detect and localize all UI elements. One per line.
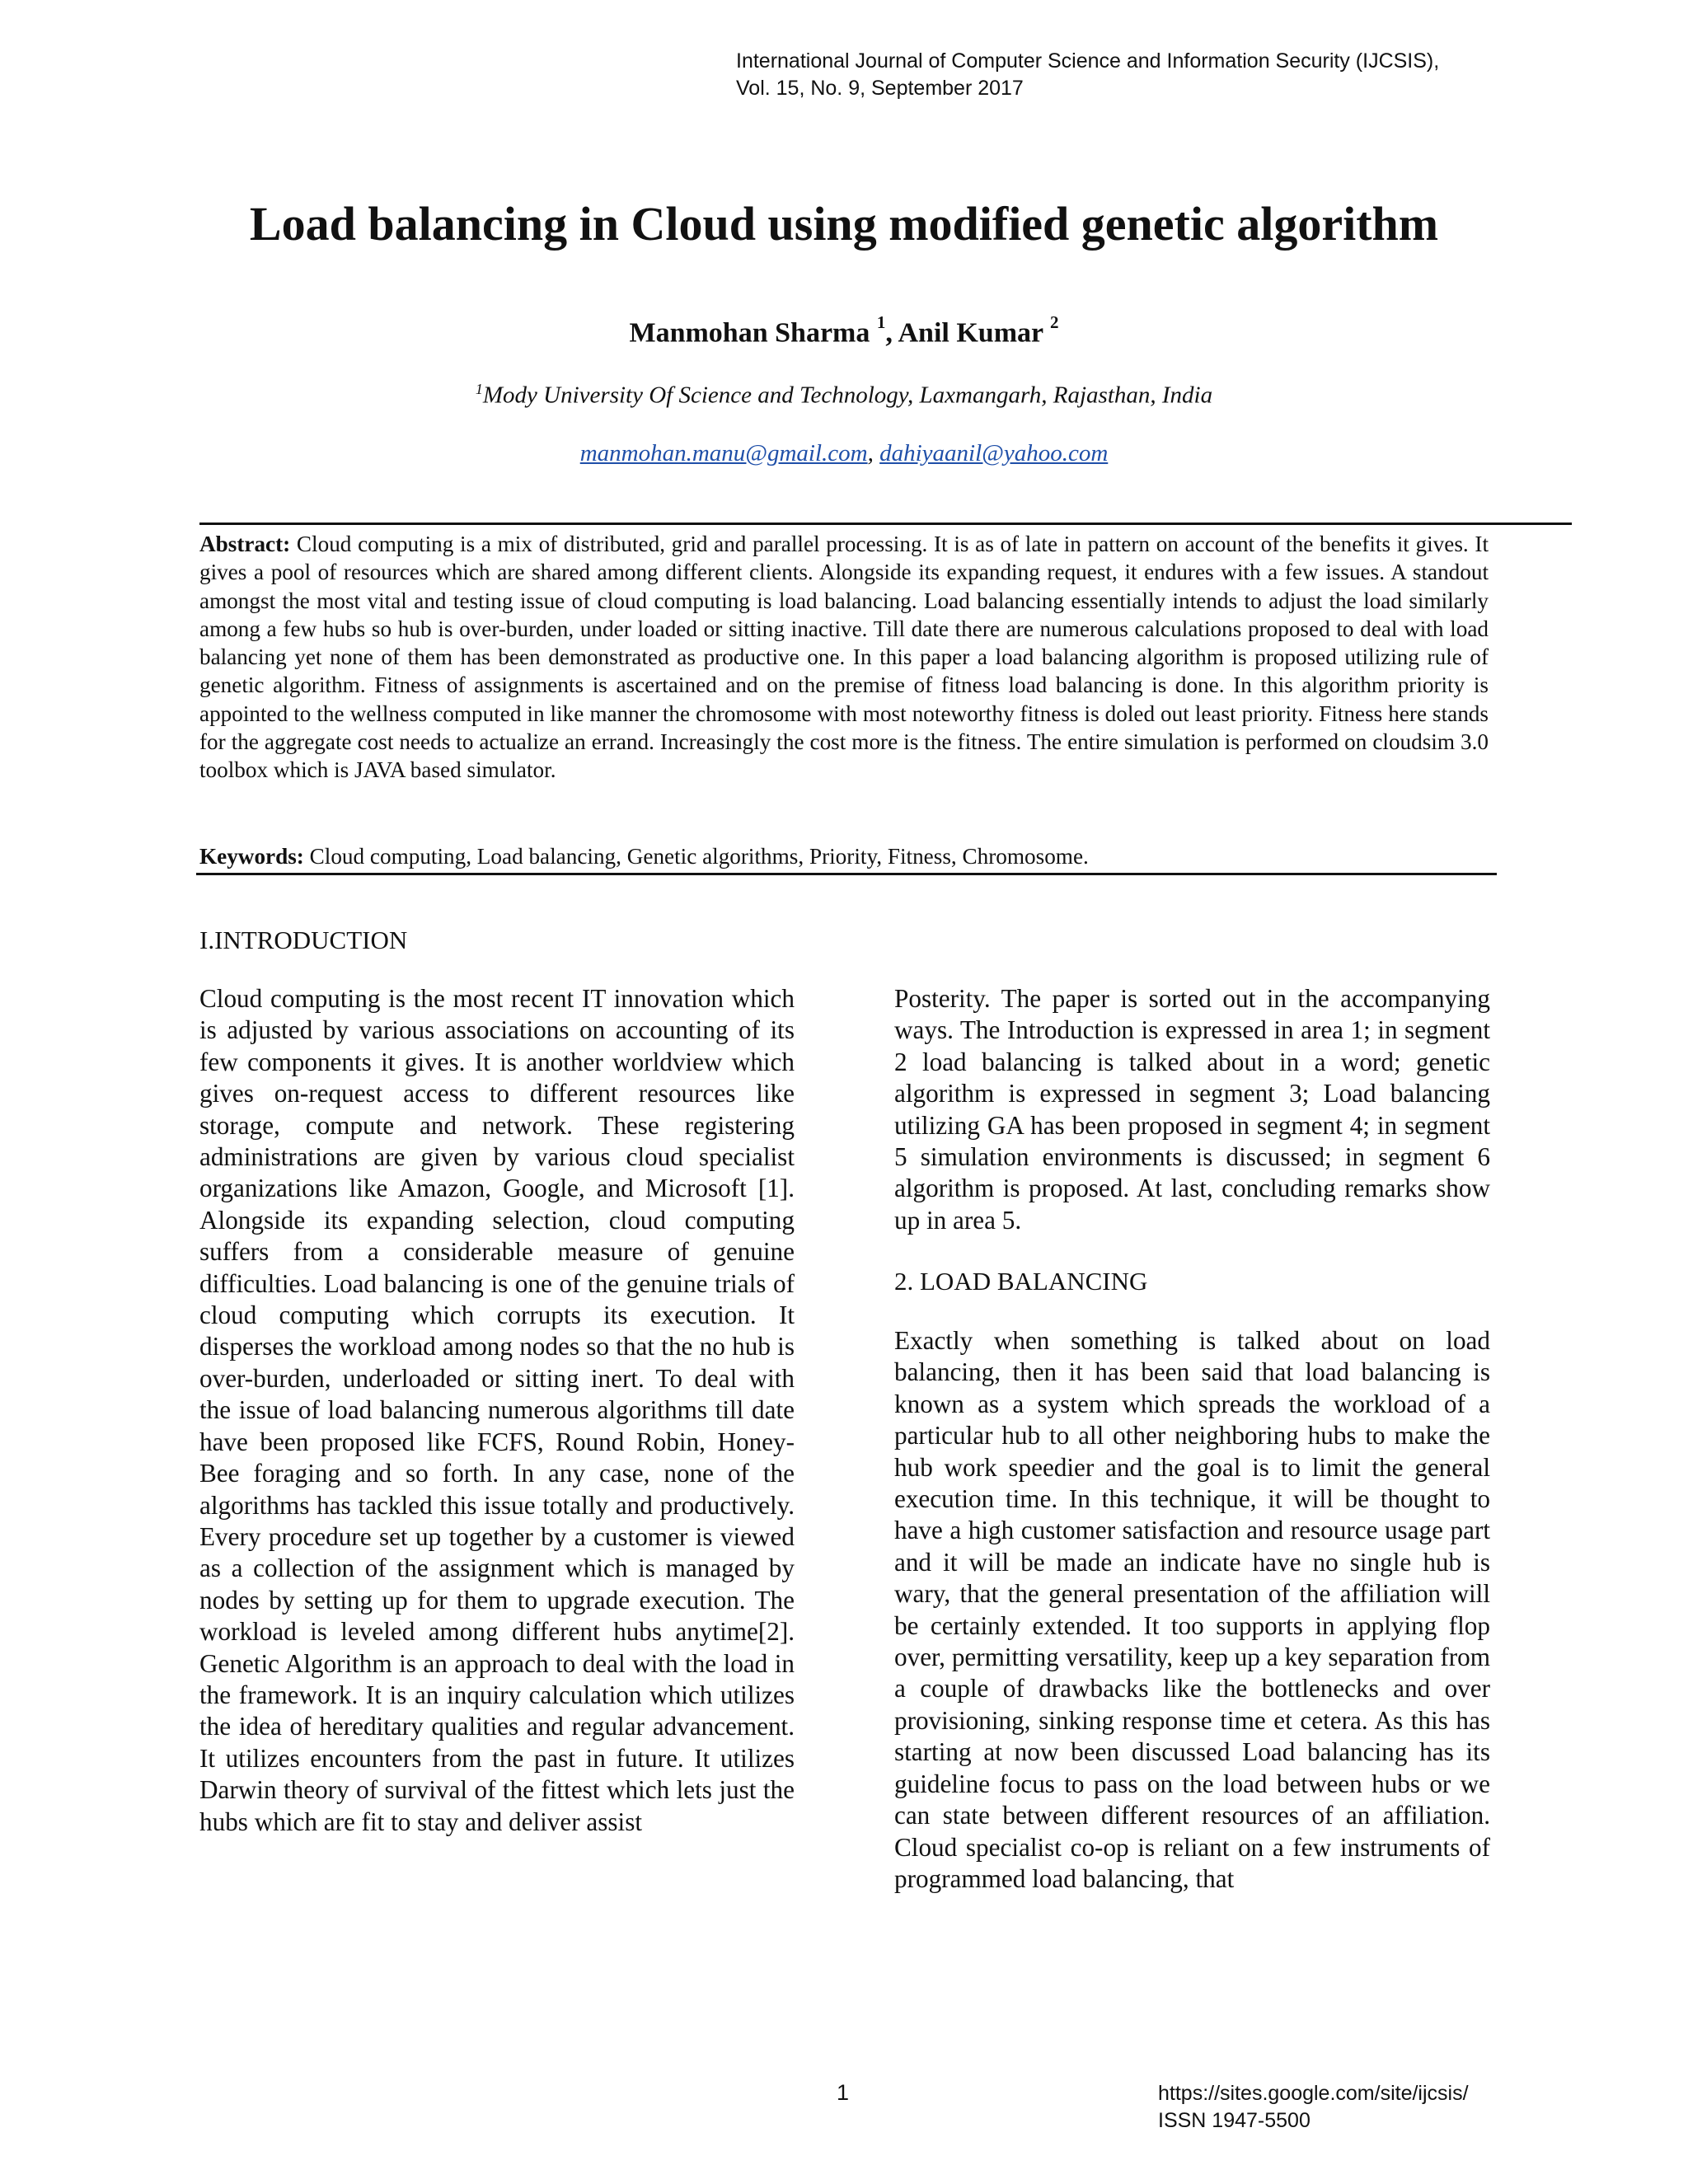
page-number: 1 [837, 2080, 850, 2105]
authors [0, 312, 1688, 349]
author-emails [0, 440, 1688, 467]
journal-volume: Vol. 15, No. 9, September 2017 [736, 77, 1024, 100]
email-separator: , [867, 440, 880, 466]
introduction-continued-text: Posterity. The paper is sorted out in the accompanying ways. The Introduction is expressed in area 1; in segment 2 load balancing is talked about in a word; genetic algorithm is expressed in segment 3; Load balancing utilizing GA has been proposed in segment 4; in segment 5 simulation environments is discussed; in segment 6 algorithm is proposed. At last, concluding remarks show up in area 5. [894, 984, 1490, 1235]
author-1: Manmohan Sharma [629, 317, 870, 349]
email-link-2[interactable]: dahiyaanil@yahoo.com [879, 440, 1109, 466]
keywords [199, 842, 1489, 870]
paper-title: Load balancing in Cloud using modified genetic algorithm [249, 197, 1439, 251]
author-2: Anil Kumar [898, 317, 1043, 349]
affiliation-superscript: 1 [475, 381, 483, 397]
keywords-text: Cloud computing, Load balancing, Genetic algorithms, Priority, Fitness, Chromosome. [309, 844, 1089, 869]
footer-issn: ISSN 1947-5500 [1158, 2109, 1311, 2132]
footer-url[interactable]: https://sites.google.com/site/ijcsis/ [1158, 2082, 1469, 2105]
email-link-1[interactable]: manmohan.manu@gmail.com [579, 440, 868, 466]
keywords-bottom-rule [196, 873, 1497, 875]
keywords-label: Keywords: [199, 844, 304, 869]
journal-name: International Journal of Computer Science and Information Security (IJCSIS), [736, 49, 1440, 73]
footer-info [1158, 2080, 1469, 2135]
abstract [199, 530, 1489, 785]
load-balancing-text: Exactly when something is talked about on load balancing, then it has been said that load balancing is known as a system which spreads the workload of a particular hub to all other neighboring hubs to make the hub work speedier and the goal is to limit the general execution time. In this technique, it will be thought to have a high customer satisfaction and resource usage part and it will be made an indicate have no single hub is wary, that the general presentation of the affiliation will be certainly extended. It too supports in applying flop over, permitting versatility, keep up a key separation from a couple of drawbacks like the bottlenecks and over provisioning, sinking response time et cetera. As this has starting at now been discussed Load balancing has its guideline focus to pass on the load between hubs or we can state between different resources of an affiliation. Cloud specialist co-op is reliant on a few instruments of programmed load balancing, that [894, 1326, 1490, 1893]
load-balancing-heading: 2. LOAD BALANCING [894, 1267, 1148, 1296]
author-separator: , [885, 317, 898, 349]
affiliation-text: Mody University Of Science and Technology, Laxmangarh, Rajasthan, India [482, 382, 1213, 409]
introduction-heading: I.INTRODUCTION [199, 926, 408, 954]
abstract-label: Abstract: [199, 532, 291, 556]
affiliation [0, 381, 1688, 410]
journal-header [736, 48, 1439, 102]
author-2-superscript: 2 [1050, 312, 1059, 332]
author-1-superscript: 1 [876, 312, 886, 332]
introduction-text: Cloud computing is the most recent IT innovation which is adjusted by various associations on accounting of its few components it gives. It is another worldview which gives on-request access to different resources like storage, compute and network. These registering administrations are given by various cloud specialist organizations like Amazon, Google, and Microsoft [1]. Alongside its expanding selection, cloud computing suffers from a considerable measure of genuine difficulties. Load balancing is one of the genuine trials of cloud computing which corrupts its execution. It disperses the workload among nodes so that the no hub is over-burden, underloaded or sitting inert. To deal with the issue of load balancing numerous algorithms till date have been proposed like FCFS, Round Robin, Honey-Bee foraging and so forth. In any case, none of the algorithms has tackled this issue totally and productively. Every procedure set up together by a customer is viewed as a collection of the assignment which is managed by nodes by setting up for them to upgrade execution. The workload is leveled among different hubs anytime[2]. Genetic Algorithm is an approach to deal with the load in the framework. It is an inquiry calculation which utilizes the idea of hereditary qualities and regular advancement. It utilizes encounters from the past in future. It utilizes Darwin theory of survival of the fittest which lets just the hubs which are fit to stay and deliver assist [199, 984, 795, 1836]
abstract-top-rule [199, 523, 1572, 525]
abstract-text: Cloud computing is a mix of distributed, grid and parallel processing. It is as of late in pattern on account of the benefits it gives. It gives a pool of resources which are shared among different clients. Alongside its expanding request, it endures with a few issues. A standout amongst the most vital and testing issue of cloud computing is load balancing. Load balancing essentially intends to adjust the load similarly among a few hubs so hub is over-burden, under loaded or sitting inactive. Till date there are numerous calculations proposed to deal with load balancing yet none of them has been demonstrated as productive one. In this paper a load balancing algorithm is proposed utilizing rule of genetic algorithm. Fitness of assignments is ascertained and on the premise of fitness load balancing is done. In this algorithm priority is appointed to the wellness computed in like manner the chromosome with most noteworthy fitness is doled out least priority. Fitness here stands for the aggregate cost needs to actualize an errand. Increasingly the cost more is the fitness. The entire simulation is performed on cloudsim 3.0 toolbox which is JAVA based simulator. [199, 532, 1489, 783]
